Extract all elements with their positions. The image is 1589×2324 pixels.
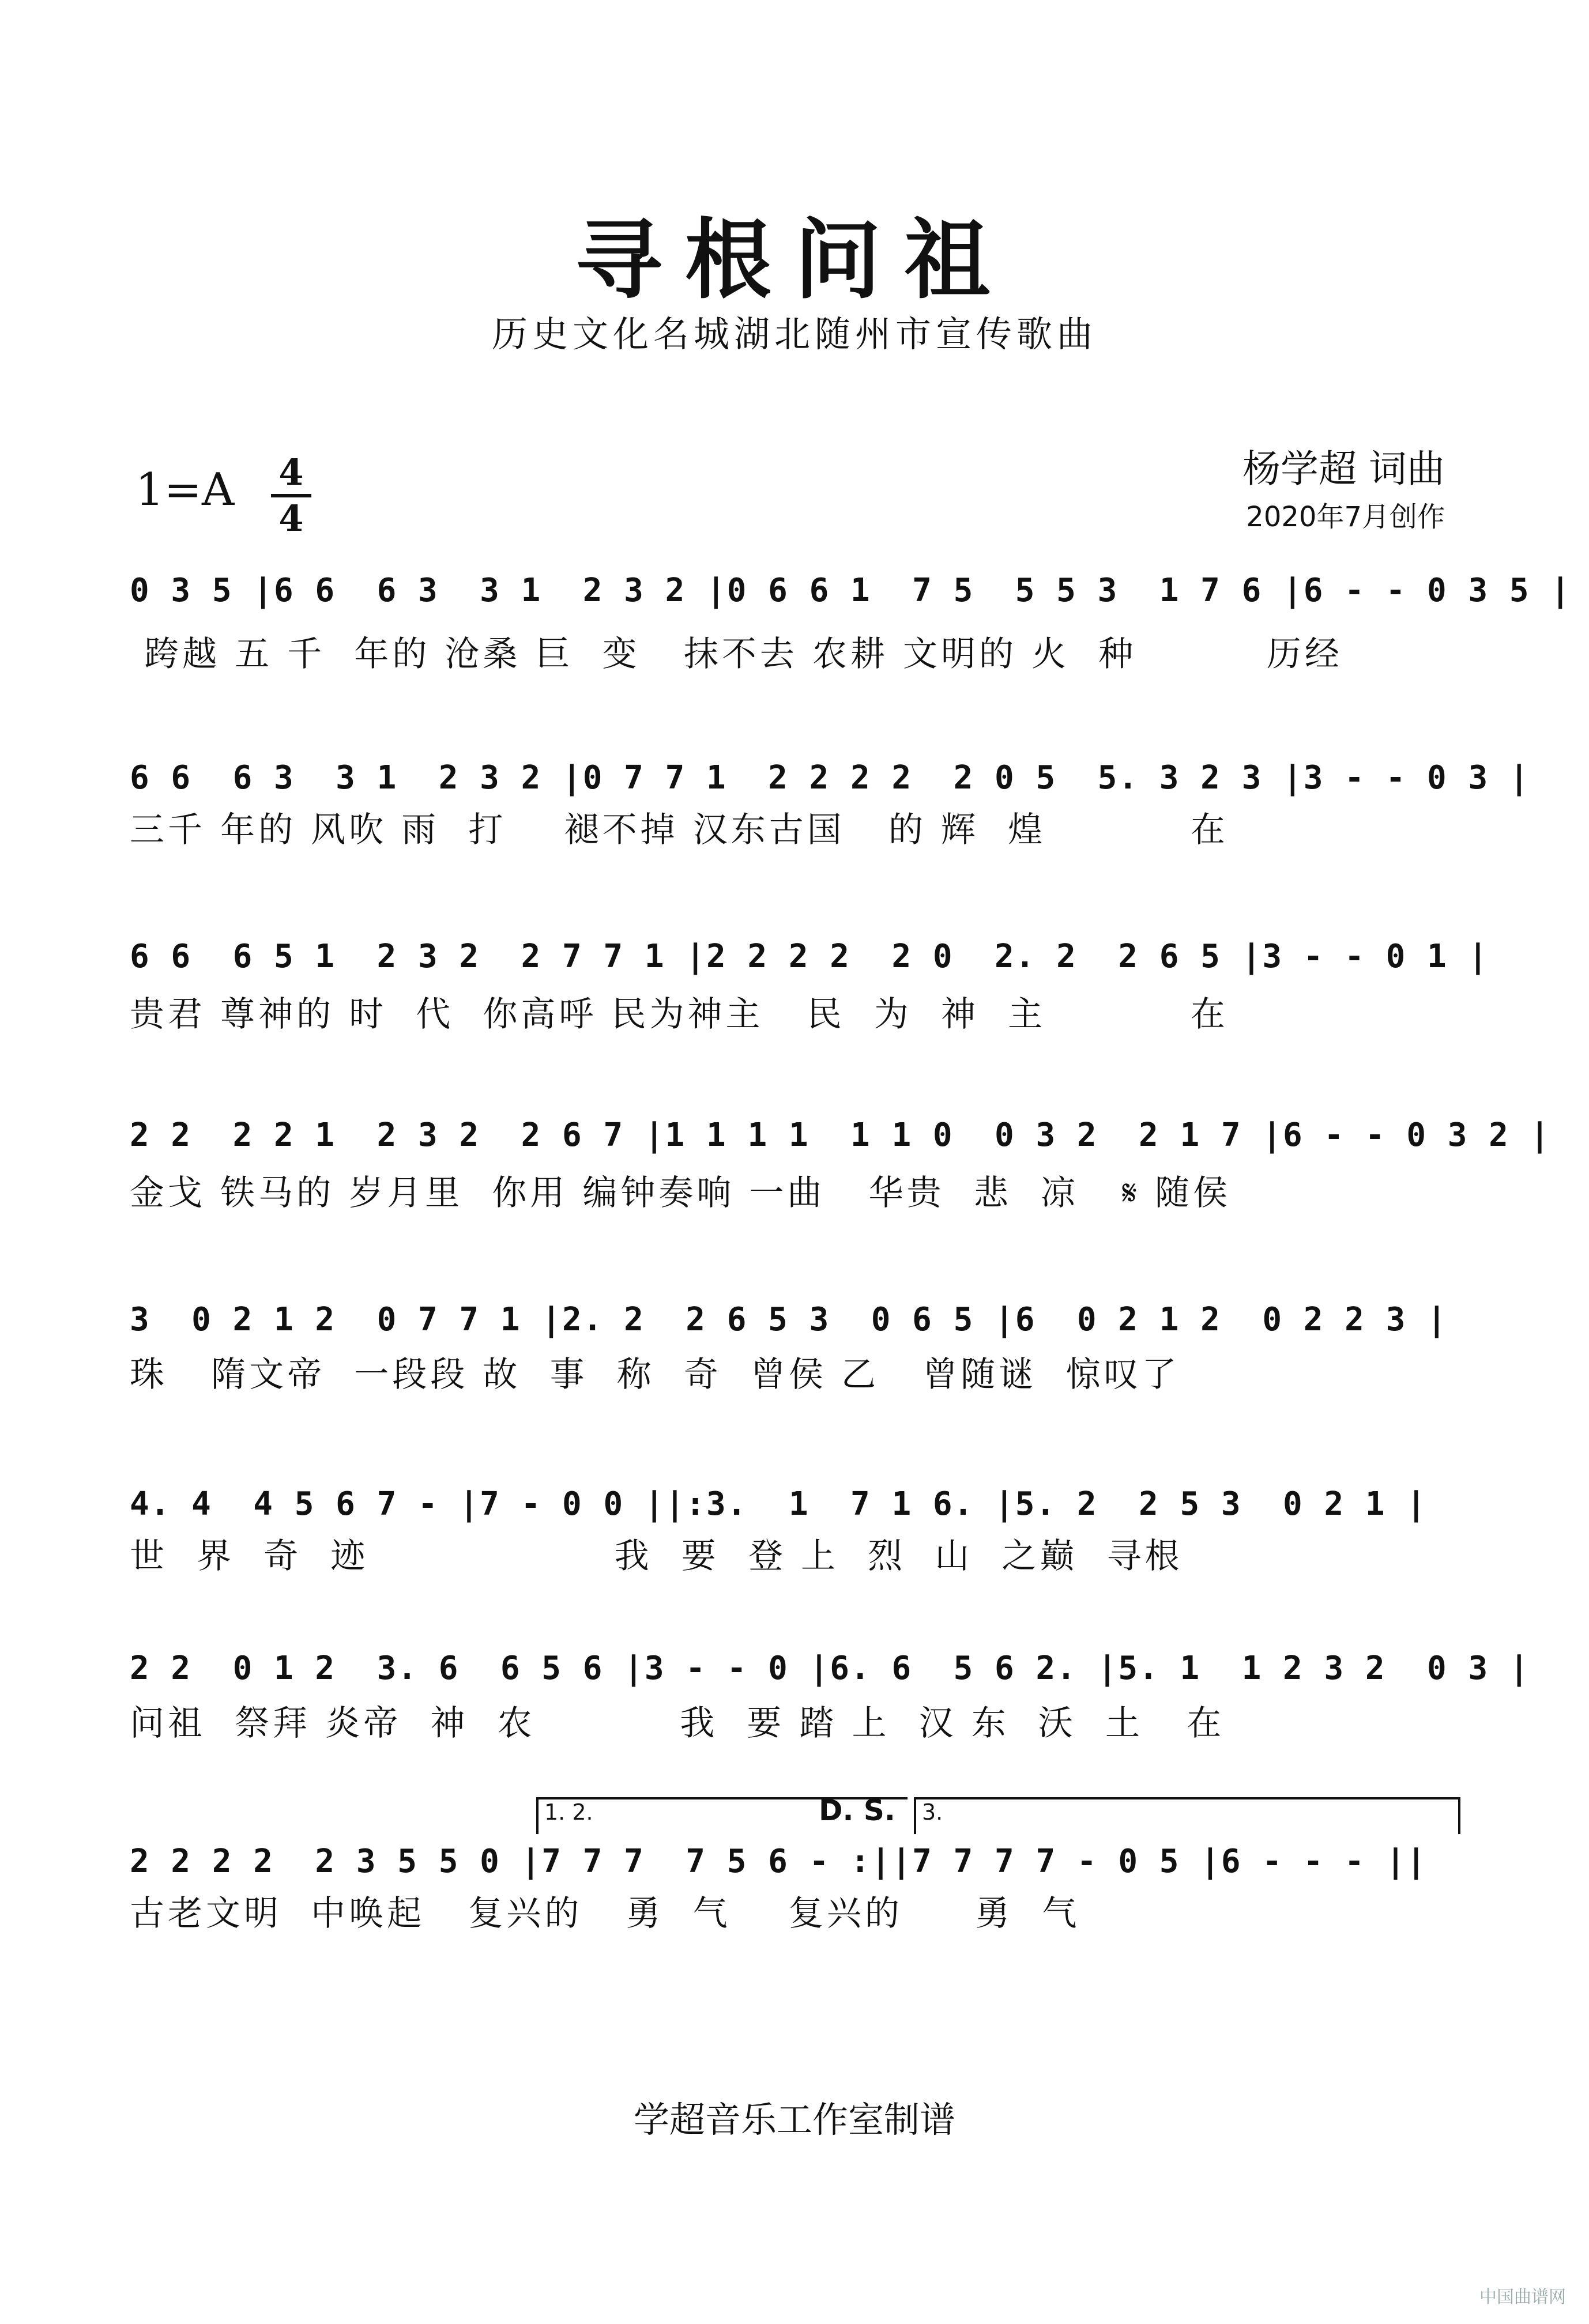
notes-line-1: 0 3 5 |6 6 6 3 3 1 2 3 2 |0 6 6 1 7 5 5 5 3 1 7 6 |6 - - 0 3 5 | bbox=[130, 572, 1572, 609]
notes-line-7: 2 2 0 1 2 3. 6 6 5 6 |3 - - 0 |6. 6 5 6 2. |5. 1 1 2 3 2 0 3 | bbox=[130, 1650, 1530, 1687]
lyrics-line-5: 珠 隋文帝 一段段 故 事 称 奇 曾侯 乙 曾随谜 惊叹了 bbox=[130, 1355, 1180, 1395]
notes-line-8: 2 2 2 2 2 3 5 5 0 |7 7 7 7 5 6 - :||7 7 7 7 - 0 5 |6 - - - || bbox=[130, 1843, 1428, 1880]
engraver-credit: 学超音乐工作室制谱 bbox=[633, 2099, 955, 2141]
lyrics-line-1: 跨越 五 千 年的 沧桑 巨 变 抹不去 农耕 文明的 火 种 历经 bbox=[130, 634, 1343, 674]
author-credit: 杨学超 词曲 bbox=[1242, 447, 1445, 491]
dal-segno-mark: D. S. bbox=[819, 1794, 895, 1827]
lyrics-line-8: 古老文明 中唤起 复兴的 勇 气 复兴的 勇 气 bbox=[130, 1893, 1080, 1934]
lyrics-line-2: 三千 年的 风吹 雨 打 褪不掉 汉东古国 的 辉 煌 在 bbox=[130, 810, 1229, 850]
volta-first-label: 1. 2. bbox=[544, 1799, 593, 1825]
notes-line-4: 2 2 2 2 1 2 3 2 2 6 7 |1 1 1 1 1 1 0 0 3 2 2 1 7 |6 - - 0 3 2 | bbox=[130, 1116, 1551, 1154]
lyrics-line-4: 金戈 铁马的 岁月里 你用 编钟奏响 一曲 华贵 悲 凉 𝄋 随侯 bbox=[130, 1173, 1232, 1213]
notes-line-5: 3 0 2 1 2 0 7 7 1 |2. 2 2 6 5 3 0 6 5 |6 0 2 1 2 0 2 2 3 | bbox=[130, 1301, 1448, 1338]
lyrics-line-6: 世 界 奇 迹 我 要 登 上 烈 山 之巅 寻根 bbox=[130, 1536, 1183, 1576]
notes-line-2: 6 6 6 3 3 1 2 3 2 |0 7 7 1 2 2 2 2 2 0 5 5. 3 2 3 |3 - - 0 3 | bbox=[130, 759, 1530, 797]
notes-line-3: 6 6 6 5 1 2 3 2 2 7 7 1 |2 2 2 2 2 0 2. 2 2 6 5 |3 - - 0 1 | bbox=[130, 938, 1489, 975]
song-title: 寻根问祖 bbox=[575, 210, 1014, 311]
song-subtitle: 历史文化名城湖北随州市宣传歌曲 bbox=[491, 313, 1097, 355]
notes-line-6: 4. 4 4 5 6 7 - |7 - 0 0 ||:3. 1 7 1 6. |5. 2 2 5 3 0 2 1 | bbox=[130, 1485, 1428, 1523]
time-signature bbox=[271, 452, 311, 539]
meter-bottom: 4 bbox=[278, 497, 304, 540]
site-watermark: 中国曲谱网 bbox=[1479, 2287, 1566, 2307]
volta-second-ending bbox=[914, 1797, 1460, 1834]
lyrics-line-7: 问祖 祭拜 炎帝 神 农 我 要 踏 上 汉 东 沃 土 在 bbox=[130, 1703, 1225, 1744]
volta-second-label: 3. bbox=[922, 1799, 943, 1825]
meter-top: 4 bbox=[278, 451, 304, 493]
creation-date: 2020年7月创作 bbox=[1246, 501, 1445, 533]
lyrics-line-3: 贵君 尊神的 时 代 你高呼 民为神主 民 为 神 主 在 bbox=[130, 994, 1229, 1035]
key-signature: 1=A bbox=[135, 464, 235, 516]
